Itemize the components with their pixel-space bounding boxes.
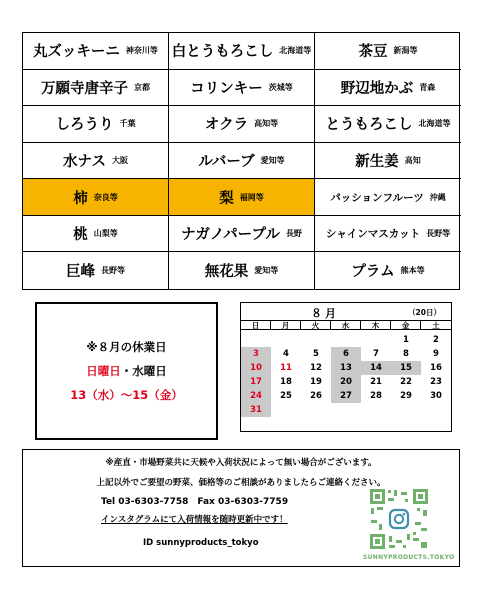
calendar-day: 8: [403, 349, 409, 359]
calendar-weekdays: [241, 321, 451, 330]
produce-cell: [169, 179, 315, 216]
calendar-weekday: 木: [361, 321, 391, 330]
produce-cell: [23, 33, 169, 70]
produce-origin: 沖縄: [429, 192, 446, 202]
produce-cell: [315, 70, 461, 107]
calendar-day: 25: [280, 391, 292, 401]
produce-name: 無花果: [204, 264, 249, 281]
produce-cell: [169, 70, 315, 107]
produce-origin: 北海道等: [418, 119, 451, 129]
produce-cell: [315, 106, 461, 143]
produce-name: 柿: [73, 190, 88, 207]
produce-name: しろうり: [55, 117, 114, 134]
calendar-day: 6: [331, 347, 361, 361]
calendar-day: 13: [331, 361, 361, 375]
produce-origin: 愛知等: [254, 266, 279, 276]
calendar-empty: [271, 333, 301, 347]
calendar-weekday: 金: [391, 321, 421, 330]
produce-name: オクラ: [204, 117, 249, 134]
calendar-day: 3: [241, 347, 271, 361]
calendar-empty: [271, 403, 301, 417]
produce-origin: 青森: [419, 82, 436, 92]
holiday-box: [35, 302, 218, 440]
produce-origin: 高知等: [254, 119, 279, 129]
produce-cell: [23, 252, 169, 289]
calendar-day: 24: [241, 389, 271, 403]
info-contact-note: 上記以外でご要望の野菜、価格等のご相談がありましたらご連絡ください。: [96, 478, 386, 488]
qr-code[interactable]: [369, 488, 429, 550]
calendar-day: 27: [331, 389, 361, 403]
produce-origin: 長野等: [426, 229, 451, 239]
qr-caption: SUNNYPRODUCTS.TOKYO: [363, 554, 455, 561]
produce-name: とうもろこし: [325, 117, 413, 134]
produce-name: 新生姜: [355, 153, 399, 170]
produce-name: 水ナス: [63, 153, 106, 170]
produce-name: 白とうもろこし: [171, 44, 274, 61]
produce-name: 巨峰: [66, 264, 95, 281]
calendar-weekday: 土: [432, 321, 440, 330]
produce-name: シャインマスカット: [325, 228, 421, 241]
calendar-day: 11: [280, 363, 292, 373]
produce-name: 万願寺唐辛子: [41, 80, 128, 97]
calendar-empty: [361, 333, 391, 347]
produce-name: 桃: [73, 227, 88, 244]
calendar-day: 30: [430, 391, 442, 401]
holiday-title: ※８月の休業日: [86, 340, 167, 354]
calendar-day: 19: [310, 377, 322, 387]
calendar-day: 4: [283, 349, 289, 359]
produce-name: 茶豆: [358, 44, 388, 61]
produce-cell: [315, 216, 461, 253]
produce-name: 梨: [219, 190, 234, 207]
calendar-empty: [391, 403, 421, 417]
produce-origin: 高知: [404, 155, 421, 165]
calendar-empty: [331, 333, 361, 347]
produce-origin: 山梨等: [93, 229, 118, 239]
holiday-dates: 13（水）～15（金）: [70, 388, 183, 402]
calendar-empty: [241, 333, 271, 347]
calendar-weekday: 火: [301, 321, 331, 330]
calendar-day: 28: [370, 391, 382, 401]
produce-cell: [23, 179, 169, 216]
produce-origin: 神奈川等: [125, 46, 158, 56]
produce-origin: 新潟等: [393, 46, 418, 56]
produce-origin: 千葉: [119, 119, 136, 129]
produce-origin: 京都: [134, 82, 150, 92]
produce-name: 丸ズッキーニ: [33, 44, 120, 61]
produce-cell: [315, 33, 461, 70]
calendar-day: 20: [331, 375, 361, 389]
produce-name: 野辺地かぶ: [340, 80, 414, 97]
produce-cell: [315, 252, 461, 289]
calendar-weekday: 水: [331, 321, 361, 330]
produce-origin: 長野等: [101, 266, 125, 276]
instagram-icon: [390, 510, 408, 528]
calendar: [240, 302, 452, 432]
calendar-day: 21: [370, 377, 382, 387]
calendar-day: 12: [310, 363, 322, 373]
produce-name: ナガノパープル: [181, 227, 280, 244]
produce-name: パッションフルーツ: [330, 191, 424, 204]
info-phone-fax: Tel 03-6303-7758 Fax 03-6303-7759: [101, 497, 289, 507]
calendar-empty: [301, 403, 331, 417]
produce-name: コリンキー: [190, 80, 263, 97]
produce-table: [22, 32, 460, 290]
produce-origin: 大阪: [111, 155, 128, 165]
calendar-weekday: 月: [271, 321, 301, 330]
holiday-separator: ・: [120, 364, 133, 378]
produce-cell: [169, 216, 315, 253]
produce-origin: 福岡等: [239, 192, 264, 202]
calendar-day: 17: [241, 375, 271, 389]
produce-cell: [23, 143, 169, 180]
holiday-wednesday: 水曜日: [132, 364, 167, 378]
calendar-empty: [331, 403, 361, 417]
calendar-day: 22: [400, 377, 412, 387]
calendar-day: 9: [433, 349, 439, 359]
produce-origin: 熊本等: [400, 266, 425, 276]
produce-cell: [169, 106, 315, 143]
calendar-day: 29: [400, 391, 412, 401]
calendar-day: 18: [280, 377, 292, 387]
calendar-empty: [421, 403, 451, 417]
produce-origin: 奈良等: [93, 192, 118, 202]
produce-cell: [315, 179, 461, 216]
info-box: [22, 449, 460, 567]
calendar-day: 1: [403, 335, 409, 345]
calendar-day: 5: [313, 349, 319, 359]
produce-cell: [169, 143, 315, 180]
calendar-day: 23: [430, 377, 442, 387]
produce-cell: [315, 143, 461, 180]
produce-origin: 茨城等: [268, 82, 293, 92]
produce-origin: 北海道等: [279, 46, 312, 56]
calendar-day: 7: [373, 349, 379, 359]
calendar-day: 15: [391, 361, 421, 375]
produce-origin: 愛知等: [260, 155, 285, 165]
calendar-header: [241, 303, 451, 321]
calendar-month: ８月: [311, 307, 339, 320]
info-availability-note: ※産直・市場野菜共に天候や入荷状況によって無い場合がございます。: [105, 458, 377, 468]
calendar-days: [241, 330, 451, 417]
info-instagram-note: インスタグラムにて入荷情報を随時更新中です！: [101, 515, 288, 525]
produce-cell: [23, 70, 169, 107]
calendar-business-days: （20日）: [408, 308, 441, 317]
calendar-day: 31: [241, 403, 271, 417]
produce-cell: [169, 252, 315, 289]
info-instagram-id: ID sunnyproducts_tokyo: [143, 538, 259, 548]
produce-origin: 長野: [285, 229, 302, 239]
calendar-day: 2: [433, 335, 439, 345]
calendar-empty: [301, 333, 331, 347]
calendar-day: 26: [310, 391, 322, 401]
produce-cell: [23, 106, 169, 143]
produce-name: ルバーブ: [198, 153, 255, 170]
holiday-weekdays: [86, 363, 167, 379]
produce-cell: [23, 216, 169, 253]
calendar-day: 14: [361, 361, 391, 375]
produce-cell: [169, 33, 315, 70]
calendar-empty: [361, 403, 391, 417]
calendar-day: 10: [241, 361, 271, 375]
produce-name: プラム: [351, 264, 395, 281]
calendar-weekday: 日: [241, 321, 271, 330]
holiday-sunday: 日曜日: [86, 364, 121, 378]
calendar-day: 16: [430, 363, 442, 373]
